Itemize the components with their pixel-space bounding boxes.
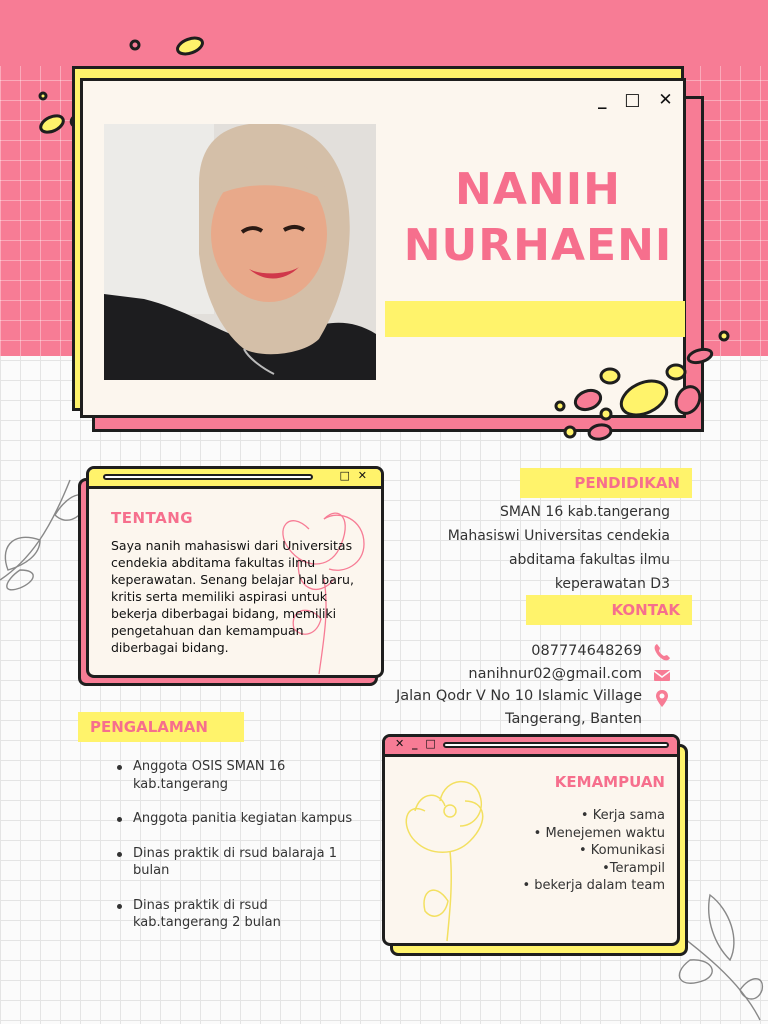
kemampuan-titlebar	[385, 737, 677, 757]
pengalaman-list	[113, 758, 363, 949]
address-line: Tangerang, Banten	[505, 710, 642, 727]
pengalaman-item: Dinas praktik di rsud kab.tangerang 2 bulan	[113, 897, 363, 932]
mail-icon	[652, 665, 672, 685]
leaf-sketch-left	[0, 460, 90, 600]
tentang-card	[86, 466, 384, 678]
location-pin-icon	[652, 689, 672, 709]
tentang-window-controls[interactable]: □ ✕	[339, 469, 369, 482]
email-address[interactable]: nanihnur02@gmail.com	[468, 665, 642, 682]
pendidikan-title: PENDIDIKAN	[520, 468, 692, 498]
window-controls[interactable]: _ □ ✕	[598, 90, 679, 110]
profile-photo	[104, 124, 376, 380]
phone-icon	[652, 642, 672, 662]
address-line: Jalan Qodr V No 10 Islamic Village	[395, 688, 642, 704]
name-first: NANIH	[455, 164, 621, 215]
kemampuan-card	[382, 734, 680, 946]
kemampuan-title: KEMAMPUAN	[554, 773, 665, 791]
pengalaman-item: Dinas praktik di rsud balaraja 1 bulan	[113, 845, 363, 880]
tentang-scrollbar[interactable]	[103, 474, 313, 480]
pengalaman-item: Anggota panitia kegiatan kampus	[113, 810, 363, 828]
pendidikan-line: SMAN 16 kab.tangerang	[499, 504, 670, 520]
pengalaman-item: Anggota OSIS SMAN 16 kab.tangerang	[113, 758, 363, 793]
phone-number[interactable]: 087774648269	[531, 643, 642, 659]
kemampuan-list	[465, 807, 665, 895]
pendidikan-content	[400, 500, 670, 596]
kemampuan-item: • Kerja sama	[580, 808, 665, 823]
kemampuan-item: • Menejemen waktu	[533, 825, 665, 841]
decorative-blobs-right	[548, 326, 738, 446]
tentang-text: Saya nanih mahasiswi dari Universitas cendekia abditama fakultas ilmu keperawatan. Senang belajar hal baru, kritis serta memiliki aspirasi untuk bekerja diberbagai bidang, memiliki pengetahuan dan kemampuan diberbagai bidang.	[111, 538, 354, 655]
kontak-content	[360, 640, 642, 730]
pengalaman-title: PENGALAMAN	[78, 712, 244, 742]
kontak-title: KONTAK	[526, 595, 692, 625]
tentang-title: TENTANG	[111, 509, 194, 527]
kemampuan-scrollbar[interactable]	[443, 742, 669, 748]
kemampuan-item: •Terampil	[602, 860, 665, 876]
kemampuan-window-controls[interactable]: ✕ _ □	[395, 737, 438, 750]
tentang-titlebar	[89, 469, 381, 489]
person-name	[388, 162, 688, 274]
pendidikan-line: abditama fakultas ilmu	[508, 552, 670, 568]
kemampuan-item: • bekerja dalam team	[522, 878, 665, 893]
pendidikan-line: Mahasiswi Universitas cendekia	[447, 528, 670, 544]
kemampuan-item: • Komunikasi	[578, 843, 665, 858]
pendidikan-line: keperawatan D3	[554, 576, 670, 592]
name-last: NURHAENI	[403, 220, 673, 271]
